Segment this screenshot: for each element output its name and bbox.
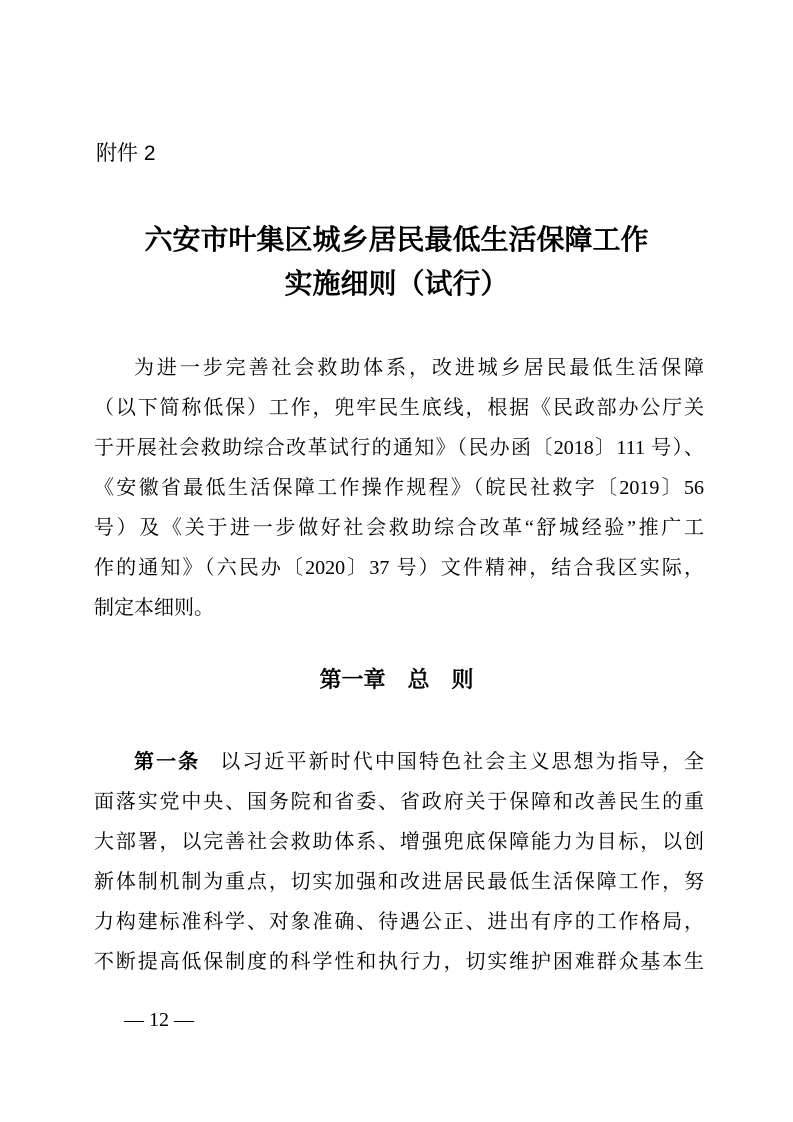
attachment-label: 附件 2 — [96, 142, 156, 165]
intro-line-1: 为进一步完善社会救助体系，改进城乡居民最低生活保障 — [134, 357, 704, 379]
intro-line-6: 作的通知》（六民办〔2020〕37 号）文件精神，结合我区实际， — [94, 557, 704, 579]
article-1-line-5: 力构建标准科学、对象准确、待遇公正、进出有序的工作格局， — [94, 911, 704, 933]
chapter-1-heading: 第一章 总 则 — [319, 667, 474, 692]
intro-paragraph — [94, 348, 704, 628]
article-1-line-3: 大部署，以完善社会救助体系、增强兜底保障能力为目标，以创 — [94, 831, 704, 853]
intro-line-7: 制定本细则。 — [94, 597, 214, 619]
intro-line-3: 于开展社会救助综合改革试行的通知》（民办函〔2018〕111 号）、 — [94, 437, 704, 459]
intro-line-4: 《安徽省最低生活保障工作操作规程》（皖民社救字〔2019〕56 — [94, 477, 704, 499]
article-1-line-2: 面落实党中央、国务院和省委、省政府关于保障和改善民生的重 — [94, 791, 704, 813]
intro-line-5: 号）及《关于进一步做好社会救助综合改革“舒城经验”推广工 — [94, 517, 704, 539]
document-title — [0, 218, 793, 306]
intro-line-2: （以下简称低保）工作，兜牢民生底线，根据《民政部办公厅关 — [94, 397, 704, 419]
page-number: — 12 — — [124, 1009, 194, 1031]
article-1-paragraph — [94, 742, 704, 982]
article-1-line-6: 不断提高低保制度的科学性和执行力，切实维护困难群众基本生 — [94, 951, 704, 973]
title-line-1: 六安市叶集区城乡居民最低生活保障工作 — [144, 224, 649, 255]
article-1-line-1 — [94, 742, 704, 782]
article-1-number: 第一条 — [134, 751, 201, 773]
article-1-text: 以习近平新时代中国特色社会主义思想为指导，全 — [220, 751, 704, 773]
title-line-2: 实施细则（试行） — [284, 268, 509, 299]
article-1-line-4: 新体制机制为重点，切实加强和改进居民最低生活保障工作，努 — [94, 871, 704, 893]
